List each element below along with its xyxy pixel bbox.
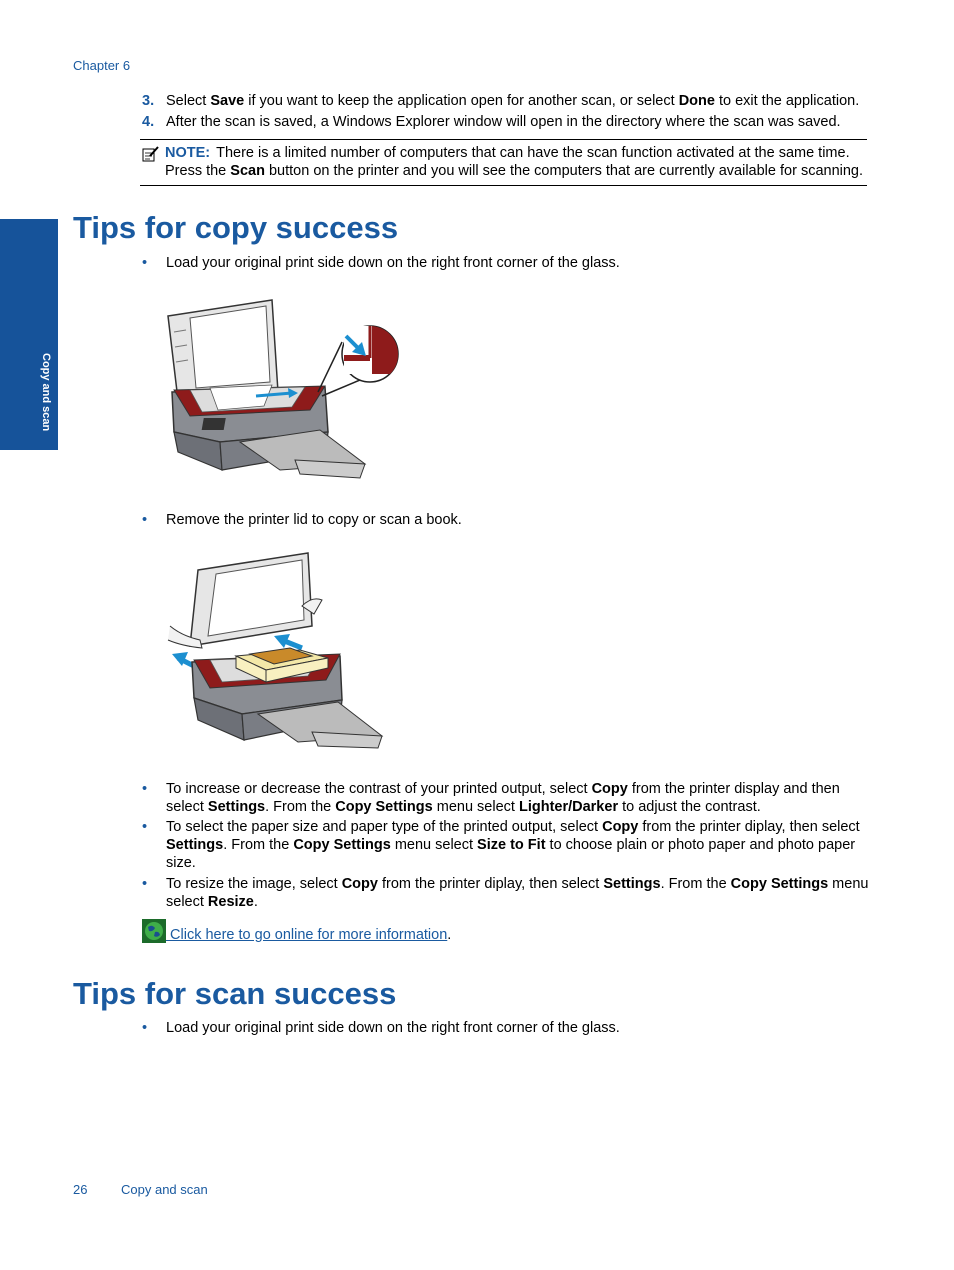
copy-bullet-5: • To resize the image, select Copy from the printer diplay, then select Settings. From the Copy Settings menu select Resize. <box>142 876 869 910</box>
step-4: 4. After the scan is saved, a Windows Explorer window will open in the directory where the scan was saved. <box>142 114 841 130</box>
step-3: 3. Select Save if you want to keep the application open for another scan, or select Done to exit the application. <box>142 93 860 109</box>
note-bottom-rule <box>140 185 867 186</box>
copy-bullet-2: • Remove the printer lid to copy or scan a book. <box>142 512 462 528</box>
scan-bullet-1: • Load your original print side down on the right front corner of the glass. <box>142 1020 620 1036</box>
bullet-dot-icon: • <box>142 819 148 835</box>
note-box: NOTE: There is a limited number of computers that can have the scan function activated at the same time. Press the Scan button on the printer and you will see the computers that are currently available for scanning. <box>142 144 867 180</box>
online-info-row: Click here to go online for more information. <box>142 919 451 943</box>
copy-bullet-3: • To increase or decrease the contrast of your printed output, select Copy from the printer display and then select Settings. From the Copy Settings menu select Lighter/Darker to adjust the contrast. <box>142 781 840 815</box>
scan-section-title: Tips for scan success <box>73 976 397 1011</box>
printer-glass-illustration <box>160 292 405 482</box>
copy-bullet-4: • To select the paper size and paper type of the printed output, select Copy from the printer diplay, then select Settings. From the Copy Settings menu select Size to Fit to choose plain or photo paper and photo paper size. <box>142 819 860 871</box>
printer-book-illustration <box>162 548 387 753</box>
online-info-link[interactable]: Click here to go online for more information <box>166 927 448 943</box>
bullet-dot-icon: • <box>142 876 148 892</box>
bullet-dot-icon: • <box>142 781 148 797</box>
globe-icon[interactable] <box>142 919 166 943</box>
note-pencil-icon <box>142 146 160 162</box>
bullet-dot-icon: • <box>142 255 148 271</box>
side-tab-label: Copy and scan <box>40 353 52 432</box>
chapter-header: Chapter 6 <box>73 58 131 73</box>
copy-bullet-1: • Load your original print side down on the right front corner of the glass. <box>142 255 620 271</box>
footer-section: Copy and scan <box>121 1182 208 1197</box>
bullet-dot-icon: • <box>142 512 148 528</box>
note-top-rule <box>140 139 867 140</box>
bullet-dot-icon: • <box>142 1020 148 1036</box>
copy-section-title: Tips for copy success <box>73 210 399 245</box>
note-label: NOTE: <box>165 145 211 161</box>
page-number: 26 <box>73 1182 88 1197</box>
